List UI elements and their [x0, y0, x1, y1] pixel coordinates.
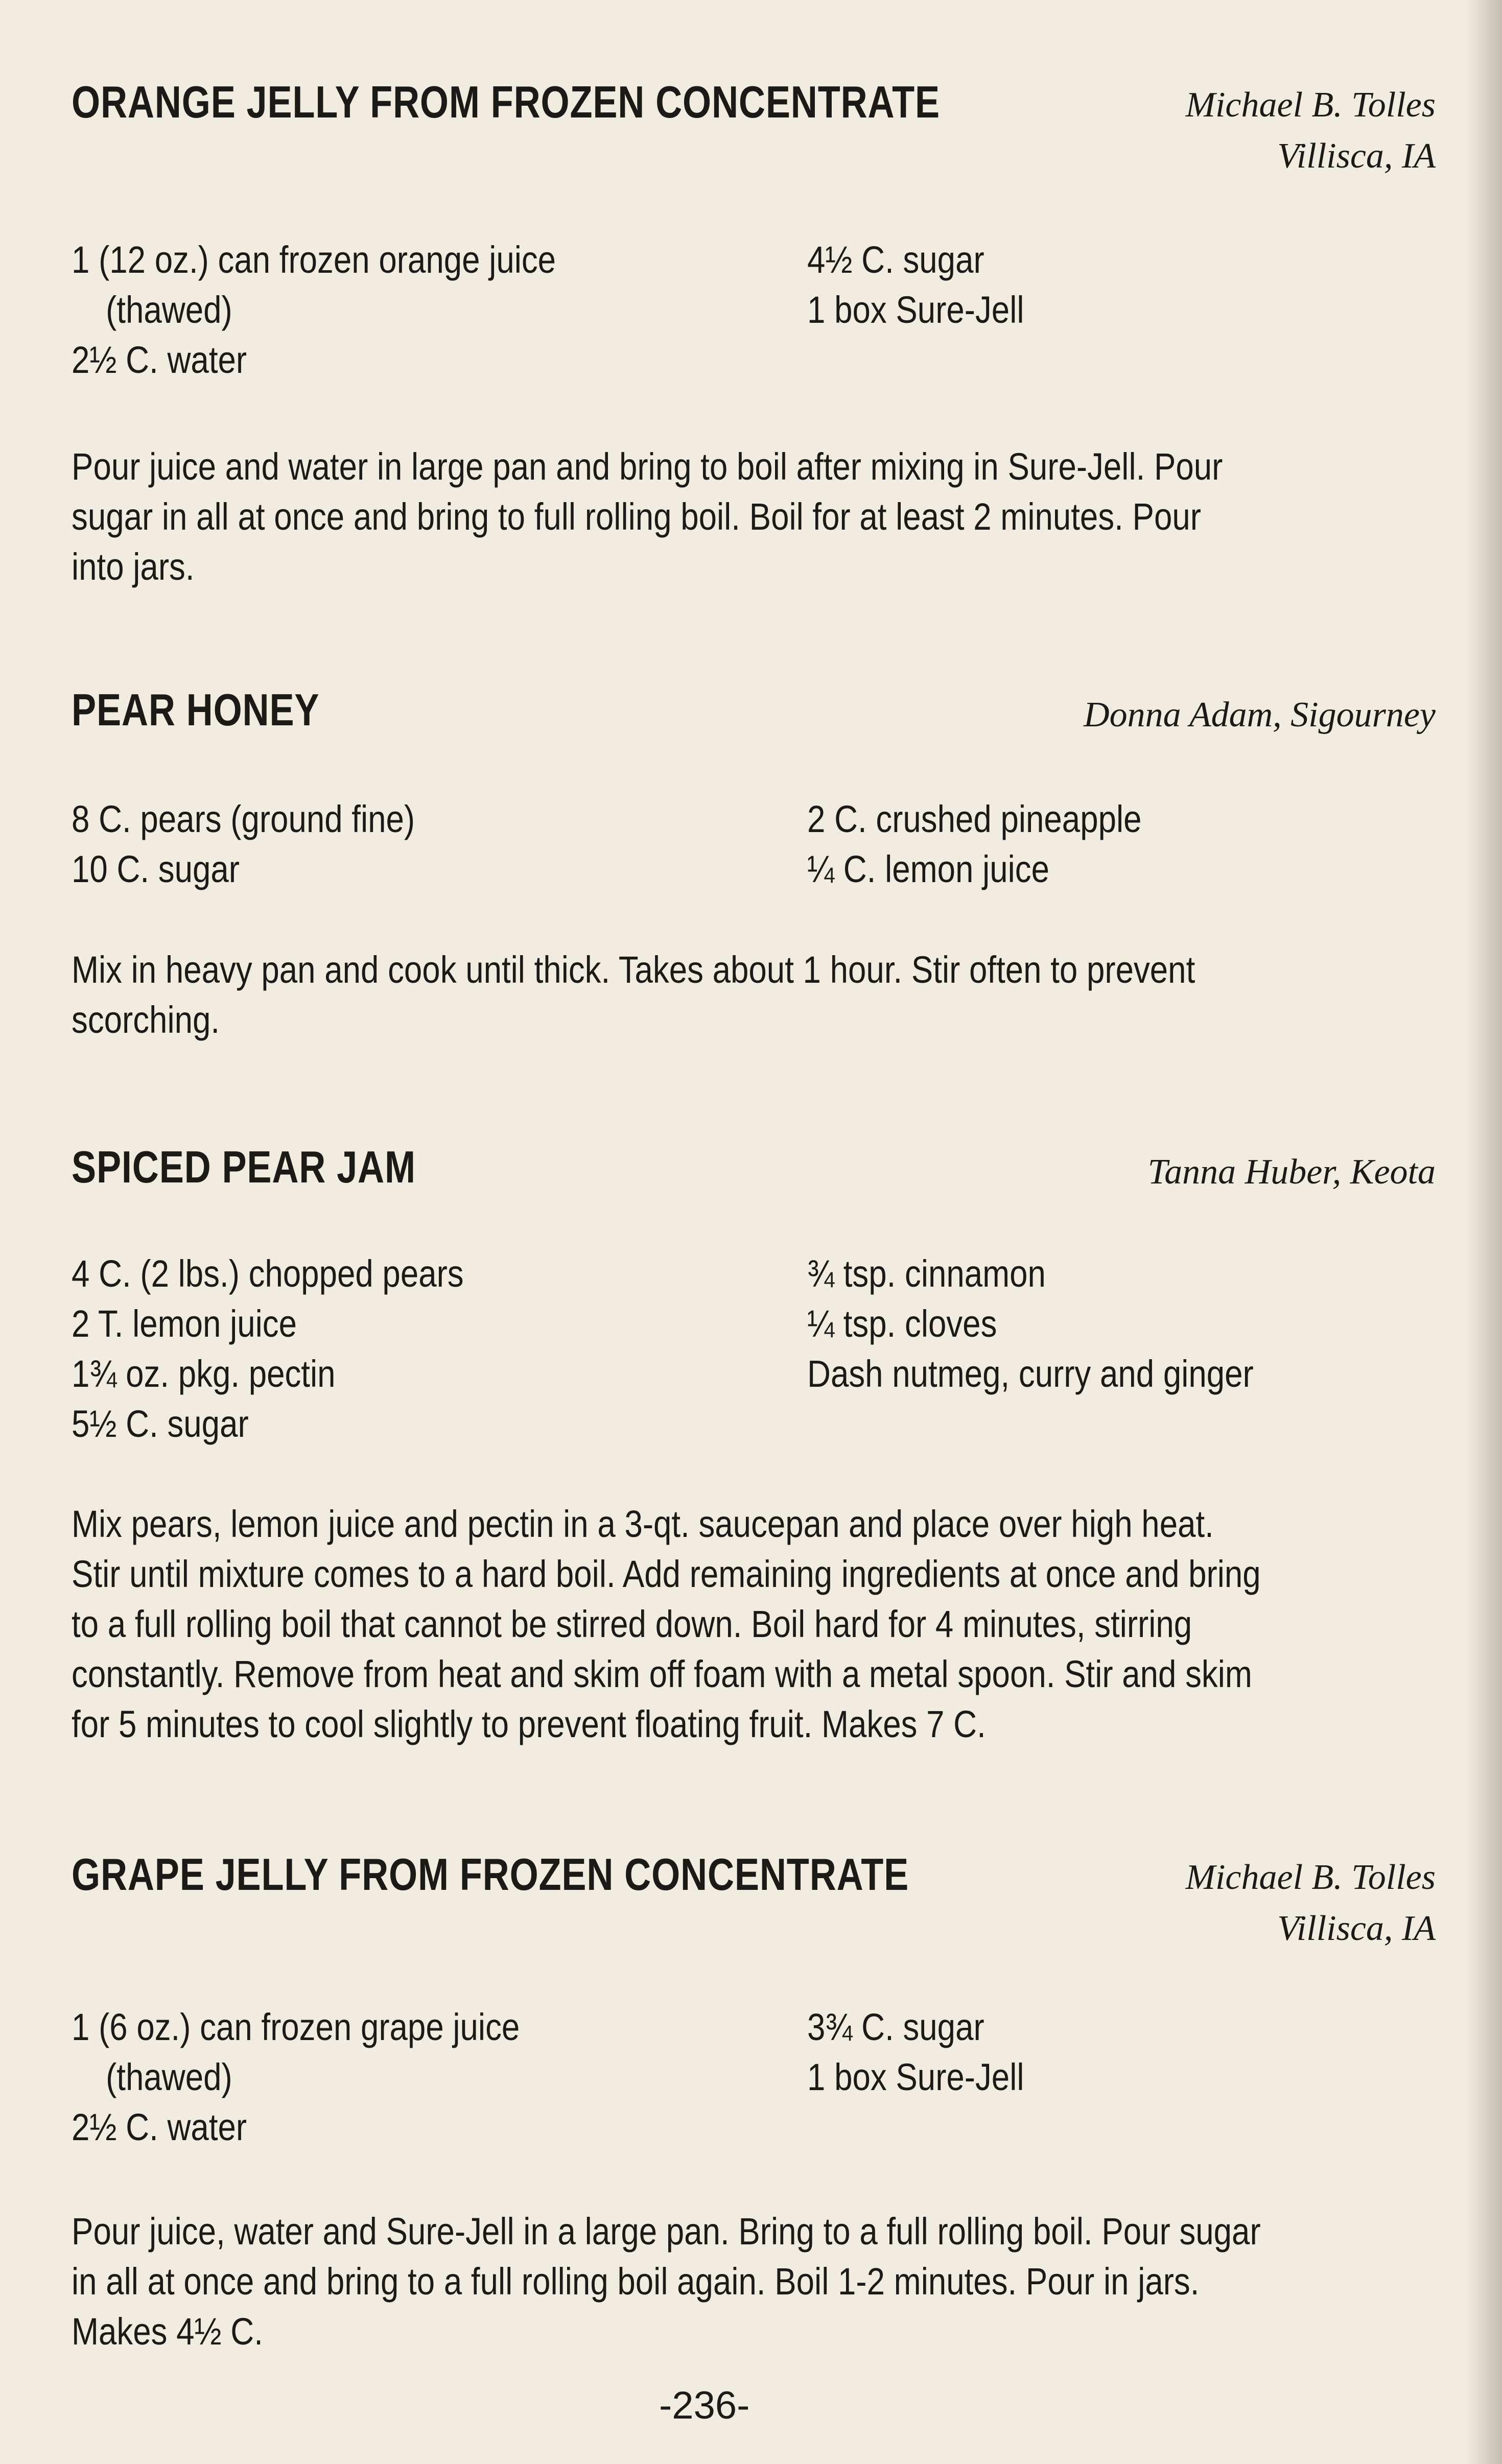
ingredient: 1 box Sure-Jell [807, 2056, 1024, 2098]
instruction-line: Pour juice and water in large pan and bring to boil after mixing in Sure-Jell. Pour [72, 445, 1223, 488]
author-location: Villisca, IA [1277, 1909, 1436, 1948]
ingredient: ¼ tsp. cloves [807, 1302, 997, 1345]
instruction-line: into jars. [72, 546, 195, 588]
ingredients-left [72, 235, 635, 385]
ingredient: 4 C. (2 lbs.) chopped pears [72, 1252, 464, 1295]
ingredient: Dash nutmeg, curry and ginger [807, 1353, 1254, 1395]
instructions [72, 2207, 1436, 2357]
author-name: Donna Adam, Sigourney [1084, 695, 1436, 735]
author-name: Michael B. Tolles [1185, 85, 1436, 125]
recipe-spiced-pear-jam [72, 1142, 1436, 1745]
page-number: -236- [659, 2384, 750, 2427]
ingredients-right [807, 794, 1196, 894]
instruction-line: in all at once and bring to a full rolling boil again. Boil 1-2 minutes. Pour in jars. [72, 2260, 1200, 2303]
ingredients-left [72, 1249, 528, 1449]
instructions [72, 442, 1436, 592]
ingredient: 2 C. crushed pineapple [807, 798, 1142, 840]
ingredients-right [807, 1249, 1326, 1399]
recipe-pear-honey [72, 684, 1436, 1041]
ingredient: 3¾ C. sugar [807, 2006, 984, 2048]
ingredients-left [72, 794, 471, 894]
instruction-line: Stir until mixture comes to a hard boil. Add remaining ingredients at once and bring [72, 1553, 1261, 1595]
ingredient: (thawed) [106, 2056, 232, 2098]
recipe-header [72, 1142, 1436, 1192]
recipe-header [72, 684, 1436, 735]
ingredient: 1 box Sure-Jell [807, 289, 1024, 331]
ingredient: 8 C. pears (ground fine) [72, 798, 415, 840]
instructions [72, 1499, 1436, 1749]
author-name: Tanna Huber, Keota [1147, 1152, 1436, 1192]
ingredient: ¾ tsp. cinnamon [807, 1252, 1046, 1295]
ingredients-left [72, 2002, 593, 2152]
recipe-author [1148, 1147, 1436, 1198]
ingredient: 1 (6 oz.) can frozen grape juice [72, 2006, 520, 2048]
recipe-author [1186, 1852, 1436, 1954]
recipe-title: PEAR HONEY [72, 684, 320, 735]
ingredient: 10 C. sugar [72, 848, 240, 890]
instruction-line: Mix in heavy pan and cook until thick. Takes about 1 hour. Stir often to prevent [72, 949, 1195, 991]
recipe-grape-jelly [72, 1849, 1436, 2353]
ingredients-right [807, 235, 1060, 335]
instruction-line: sugar in all at once and bring to full rolling boil. Boil for at least 2 minutes. Pour [72, 495, 1201, 538]
recipe-header [72, 1849, 1436, 1948]
ingredients-right [807, 2002, 1060, 2102]
ingredient: 1 (12 oz.) can frozen orange juice [72, 239, 556, 281]
ingredient: 2½ C. water [72, 2106, 247, 2148]
recipe-title: ORANGE JELLY FROM FROZEN CONCENTRATE [72, 77, 940, 127]
ingredient: (thawed) [106, 289, 232, 331]
recipe-header [72, 77, 1436, 176]
instruction-line: constantly. Remove from heat and skim off foam with a metal spoon. Stir and skim [72, 1653, 1252, 1695]
instruction-line: to a full rolling boil that cannot be stirred down. Boil hard for 4 minutes, stirring [72, 1603, 1192, 1645]
recipe-title: GRAPE JELLY FROM FROZEN CONCENTRATE [72, 1849, 909, 1900]
recipe-author [1186, 80, 1436, 182]
instruction-line: for 5 minutes to cool slightly to prevent floating fruit. Makes 7 C. [72, 1703, 986, 1745]
recipe-title: SPICED PEAR JAM [72, 1142, 416, 1192]
ingredient: ¼ C. lemon juice [807, 848, 1049, 890]
recipe-author [1084, 690, 1436, 741]
ingredient: 5½ C. sugar [72, 1403, 249, 1445]
ingredient: 1¾ oz. pkg. pectin [72, 1353, 336, 1395]
instruction-line: Makes 4½ C. [72, 2310, 263, 2353]
instruction-line: Mix pears, lemon juice and pectin in a 3-qt. saucepan and place over high heat. [72, 1503, 1214, 1545]
instruction-line: scorching. [72, 999, 220, 1041]
page-edge-shadow [1466, 0, 1502, 2464]
ingredient: 4½ C. sugar [807, 239, 984, 281]
author-location: Villisca, IA [1277, 136, 1436, 176]
ingredient: 2 T. lemon juice [72, 1302, 297, 1345]
ingredient: 2½ C. water [72, 339, 247, 381]
recipe-orange-jelly [72, 77, 1436, 588]
instructions [72, 945, 1436, 1045]
author-name: Michael B. Tolles [1185, 1858, 1436, 1897]
instruction-line: Pour juice, water and Sure-Jell in a large pan. Bring to a full rolling boil. Pour sugar [72, 2210, 1261, 2253]
